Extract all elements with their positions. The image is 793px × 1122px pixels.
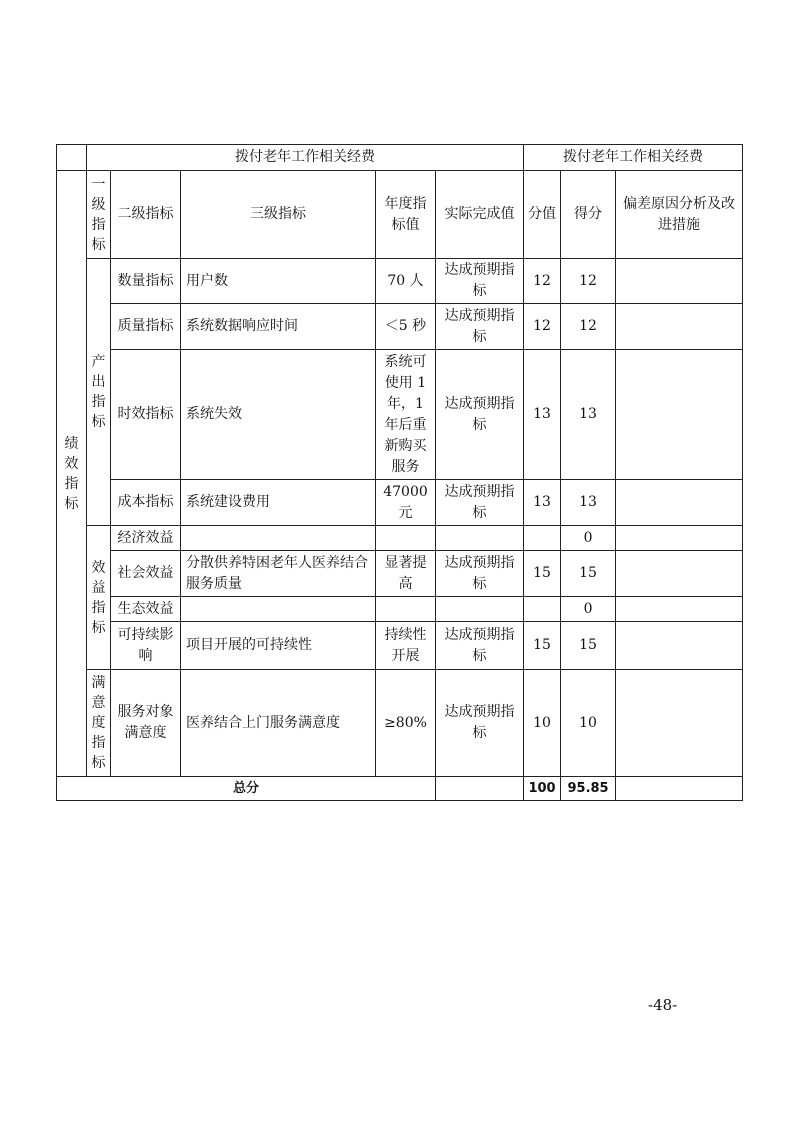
row-weight <box>524 597 561 622</box>
column-header-row <box>57 171 743 259</box>
table-row <box>57 526 743 551</box>
row-actual <box>436 526 524 551</box>
row-analysis <box>616 526 743 551</box>
row-level3: 用户数 <box>181 259 376 304</box>
table-row <box>57 597 743 622</box>
col-actual: 实际完成值 <box>436 171 524 259</box>
corner-cell <box>57 145 87 171</box>
row-analysis <box>616 670 743 777</box>
col-level2: 二级指标 <box>111 171 181 259</box>
row-weight <box>524 526 561 551</box>
total-label: 总分 <box>57 777 436 801</box>
col-target: 年度指标值 <box>376 171 436 259</box>
row-level3: 分散供养特困老年人医养结合服务质量 <box>181 551 376 597</box>
col-level3: 三级指标 <box>181 171 376 259</box>
row-level3: 系统数据响应时间 <box>181 304 376 350</box>
section-output: 产出指标 <box>87 259 111 526</box>
row-target: ≥80% <box>376 670 436 777</box>
table-row <box>57 259 743 304</box>
row-target: 70 人 <box>376 259 436 304</box>
row-level3: 医养结合上门服务满意度 <box>181 670 376 777</box>
row-target: 持续性开展 <box>376 622 436 670</box>
header-row <box>57 145 743 171</box>
row-target: 显著提高 <box>376 551 436 597</box>
row-level3 <box>181 597 376 622</box>
row-target: ＜5 秒 <box>376 304 436 350</box>
row-level3: 项目开展的可持续性 <box>181 622 376 670</box>
row-actual: 达成预期指标 <box>436 480 524 526</box>
group-label-cell <box>57 171 87 777</box>
row-analysis <box>616 259 743 304</box>
row-level2: 可持续影响 <box>111 622 181 670</box>
table-row <box>57 670 743 777</box>
row-weight: 15 <box>524 622 561 670</box>
row-actual: 达成预期指标 <box>436 670 524 777</box>
row-score: 12 <box>561 304 616 350</box>
row-level2: 服务对象满意度 <box>111 670 181 777</box>
total-actual <box>436 777 524 801</box>
row-level2: 时效指标 <box>111 350 181 480</box>
section-benefit: 效益指标 <box>87 526 111 670</box>
row-score: 10 <box>561 670 616 777</box>
row-actual: 达成预期指标 <box>436 622 524 670</box>
col-score: 得分 <box>561 171 616 259</box>
row-analysis <box>616 597 743 622</box>
page-number: -48- <box>648 996 678 1014</box>
row-weight: 15 <box>524 551 561 597</box>
row-score: 15 <box>561 622 616 670</box>
row-analysis <box>616 551 743 597</box>
row-level2: 数量指标 <box>111 259 181 304</box>
row-target: 系统可使用 1 年，1 年后重新购买服务 <box>376 350 436 480</box>
col-level1: 一级指标 <box>87 171 111 259</box>
row-target: 47000 元 <box>376 480 436 526</box>
row-score: 13 <box>561 350 616 480</box>
table-row <box>57 480 743 526</box>
row-score: 12 <box>561 259 616 304</box>
row-analysis <box>616 622 743 670</box>
row-actual: 达成预期指标 <box>436 304 524 350</box>
row-weight: 10 <box>524 670 561 777</box>
row-analysis <box>616 350 743 480</box>
row-score: 0 <box>561 526 616 551</box>
header-right-title: 拨付老年工作相关经费 <box>524 145 743 171</box>
header-left-title: 拨付老年工作相关经费 <box>87 145 524 171</box>
row-weight: 12 <box>524 304 561 350</box>
performance-table <box>56 144 743 801</box>
row-analysis <box>616 480 743 526</box>
total-row <box>57 777 743 801</box>
table-row <box>57 622 743 670</box>
row-actual: 达成预期指标 <box>436 259 524 304</box>
row-analysis <box>616 304 743 350</box>
row-level3 <box>181 526 376 551</box>
row-level2: 经济效益 <box>111 526 181 551</box>
row-actual: 达成预期指标 <box>436 350 524 480</box>
total-analysis <box>616 777 743 801</box>
row-actual <box>436 597 524 622</box>
col-weight: 分值 <box>524 171 561 259</box>
row-weight: 13 <box>524 480 561 526</box>
group-label: 绩效指标 <box>64 435 79 512</box>
col-analysis: 偏差原因分析及改进措施 <box>616 171 743 259</box>
row-level3: 系统失效 <box>181 350 376 480</box>
row-level2: 质量指标 <box>111 304 181 350</box>
total-score: 95.85 <box>561 777 616 801</box>
row-level2: 生态效益 <box>111 597 181 622</box>
row-score: 15 <box>561 551 616 597</box>
row-actual: 达成预期指标 <box>436 551 524 597</box>
table-row <box>57 304 743 350</box>
row-level3: 系统建设费用 <box>181 480 376 526</box>
row-weight: 12 <box>524 259 561 304</box>
table-row <box>57 350 743 480</box>
row-target <box>376 597 436 622</box>
row-score: 13 <box>561 480 616 526</box>
total-weight: 100 <box>524 777 561 801</box>
table-row <box>57 551 743 597</box>
row-level2: 社会效益 <box>111 551 181 597</box>
section-satisfaction: 满意度指标 <box>87 670 111 777</box>
row-level2: 成本指标 <box>111 480 181 526</box>
row-score: 0 <box>561 597 616 622</box>
row-target <box>376 526 436 551</box>
row-weight: 13 <box>524 350 561 480</box>
